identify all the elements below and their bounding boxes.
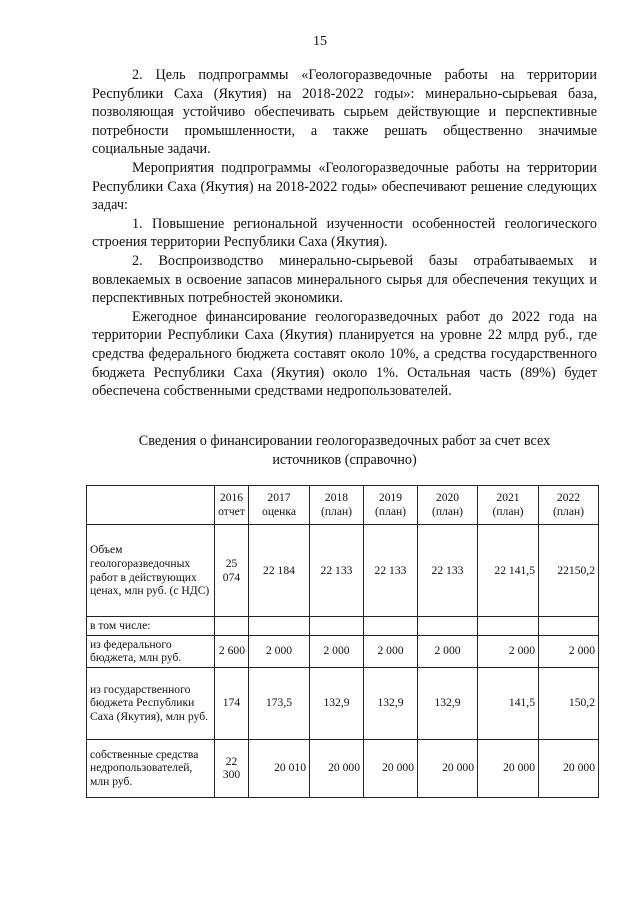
table-row-republic	[87, 667, 599, 739]
paragraph-financing: Ежегодное финансирование геологоразведочных работ до 2022 года на территории Республики Саха (Якутия) планируется на уровне 22 млрд руб., где средства федерального бюджета составят около 10%, а средства государственного бюджета Республики Саха (Якутия) около 1%. Остальная часть (89%) будет обеспечена собственными средствами недропользователей.	[92, 308, 597, 400]
cell-value: 20 000	[310, 739, 364, 797]
cell-value: 2 000	[539, 635, 599, 667]
cell-value	[418, 617, 478, 636]
cell-value	[249, 617, 310, 636]
row-label: собственные средства недропользователей, млн руб.	[87, 739, 215, 797]
cell-value: 2 600	[215, 635, 249, 667]
page-number: 15	[313, 34, 327, 49]
cell-value: 141,5	[478, 667, 539, 739]
header-2022: 2022 (план)	[539, 486, 599, 525]
paragraph-goal: 2. Цель подпрограммы «Геологоразведочные работы на территории Республики Саха (Якутия) на 2018-2022 годы»: минерально-сырьевая база, позволяющая устойчиво обеспечивать сырьем действующие и перспективные потребности промышленности, а также решать общественно значимые социальные задачи.	[92, 67, 597, 158]
cell-value: 20 010	[249, 739, 310, 797]
cell-value: 22 141,5	[478, 525, 539, 617]
cell-value: 20 000	[418, 739, 478, 797]
cell-value: 132,9	[364, 667, 418, 739]
row-label: из государственного бюджета Республики Саха (Якутия), млн руб.	[87, 667, 215, 739]
paragraph-task-1: 1. Повышение региональной изученности особенностей геологического строения территории Республики Саха (Якутия).	[92, 215, 597, 251]
cell-value: 22 133	[418, 525, 478, 617]
table-row-total	[87, 525, 599, 617]
cell-value: 173,5	[249, 667, 310, 739]
cell-value: 22150,2	[539, 525, 599, 617]
table-title-line-2: источников (справочно)	[272, 451, 417, 468]
paragraph-task-2: 2. Воспроизводство минерально-сырьевой базы отрабатываемых и вовлекаемых в освоение запасов минерального сырья для обеспечения текущих и перспективных потребностей экономики.	[92, 252, 597, 307]
cell-value: 20 000	[364, 739, 418, 797]
table-title-line-1: Сведения о финансировании геологоразведочных работ за счет всех	[138, 433, 551, 449]
row-label: в том числе:	[87, 617, 215, 636]
financing-table	[86, 485, 599, 798]
cell-value	[364, 617, 418, 636]
cell-value: 2 000	[249, 635, 310, 667]
cell-value: 2 000	[310, 635, 364, 667]
cell-value: 2 000	[478, 635, 539, 667]
cell-value: 174	[215, 667, 249, 739]
header-2017: 2017 оценка	[249, 486, 310, 525]
cell-value: 22 300	[215, 739, 249, 797]
cell-value	[310, 617, 364, 636]
table-row-including	[87, 617, 599, 636]
table-title	[92, 432, 597, 469]
header-2021: 2021 (план)	[478, 486, 539, 525]
cell-value: 2 000	[418, 635, 478, 667]
paragraph-measures: Мероприятия подпрограммы «Геологоразведочные работы на территории Республики Саха (Якутия) на 2018-2022 годы» обеспечивают решение следующих задач:	[92, 159, 597, 214]
cell-value	[539, 617, 599, 636]
table-header-row	[87, 486, 599, 525]
cell-value: 22 133	[310, 525, 364, 617]
cell-value: 20 000	[539, 739, 599, 797]
cell-value	[215, 617, 249, 636]
table-row-own-funds	[87, 739, 599, 797]
cell-value: 22 184	[249, 525, 310, 617]
header-empty-cell	[87, 486, 215, 525]
header-2019: 2019 (план)	[364, 486, 418, 525]
cell-value: 2 000	[364, 635, 418, 667]
cell-value: 150,2	[539, 667, 599, 739]
table-row-federal	[87, 635, 599, 667]
row-label: из федерального бюджета, млн руб.	[87, 635, 215, 667]
cell-value	[478, 617, 539, 636]
cell-value: 22 133	[364, 525, 418, 617]
body-text	[92, 66, 597, 401]
cell-value: 25 074	[215, 525, 249, 617]
header-2016: 2016 отчет	[215, 486, 249, 525]
cell-value: 132,9	[310, 667, 364, 739]
header-2020: 2020 (план)	[418, 486, 478, 525]
cell-value: 20 000	[478, 739, 539, 797]
header-2018: 2018 (план)	[310, 486, 364, 525]
cell-value: 132,9	[418, 667, 478, 739]
row-label: Объем геологоразведочных работ в действующих ценах, млн руб. (с НДС)	[87, 525, 215, 617]
